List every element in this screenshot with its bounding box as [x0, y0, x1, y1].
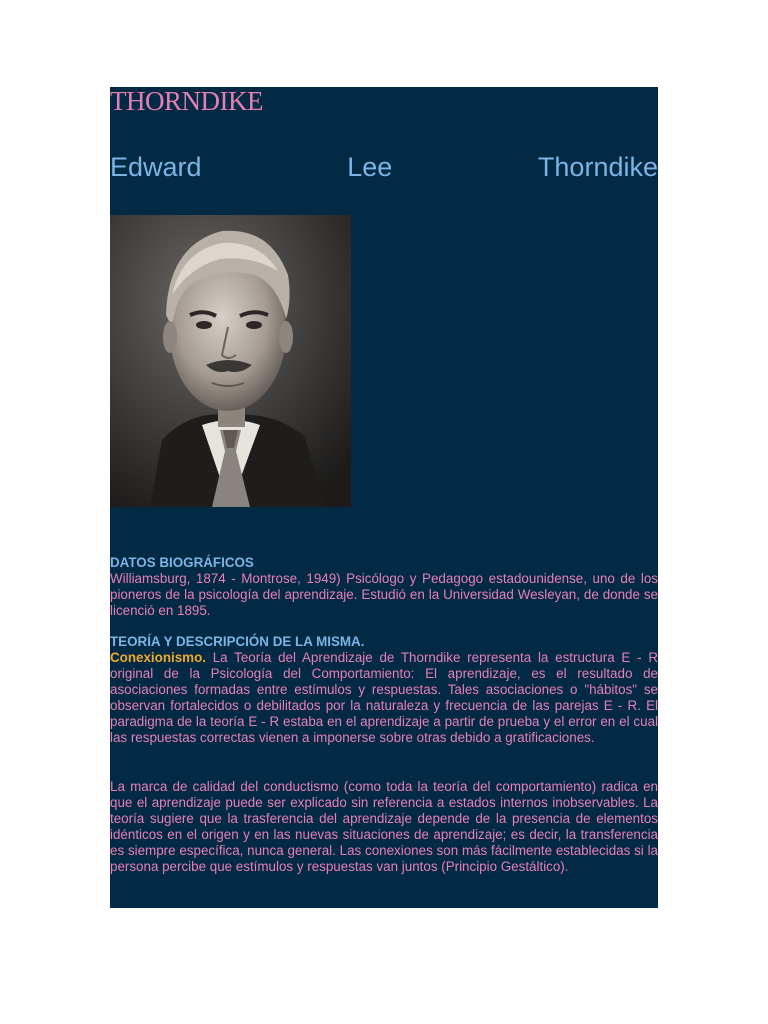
theory-keyword: Conexionismo.	[110, 650, 206, 665]
name-first: Edward	[110, 152, 202, 182]
theory-paragraph-1-text: La Teoría del Aprendizaje de Thorndike representa la estructura E - R original de la Psicología del Comportamiento: El aprendizaje, es el resultado de asociaciones formadas entre estímulos y respuestas. Tales asociaciones o "hábitos" se observan fortalecidos o debilitados por la naturaleza y frecuencia de las parejas E - R. El paradigma de la teoría E - R estaba en el aprendizaje a partir de prueba y el error en el cual las respuestas correctas vienen a imponerse sobre otras debido a gratificaciones.	[110, 650, 658, 745]
bio-heading: DATOS BIOGRÁFICOS	[110, 555, 254, 570]
theory-heading: TEORÍA Y DESCRIPCIÓN DE LA MISMA.	[110, 634, 365, 649]
theory-paragraph-1	[110, 650, 658, 746]
name-last: Thorndike	[537, 152, 658, 182]
theory-section-2	[110, 779, 658, 875]
portrait-photo	[110, 215, 351, 507]
document-page	[110, 87, 658, 908]
theory-paragraph-2: La marca de calidad del conductismo (como toda la teoría del comportamiento) radica en que el aprendizaje puede ser explicado sin referencia a estados internos inobservables. La teoría sugiere que la trasferencia del aprendizaje depende de la presencia de elementos idénticos en el origen y en las nuevas situaciones de aprendizaje; es decir, la transferencia es siempre específica, nunca general. Las conexiones son más fácilmente establecidas si la persona percibe que estímulos y respuestas van juntos (Principio Gestáltico).	[110, 779, 658, 874]
name-middle: Lee	[347, 152, 393, 182]
author-name	[110, 151, 658, 183]
document-title: THORNDIKE	[110, 86, 263, 116]
bio-section	[110, 555, 658, 619]
bio-text: Williamsburg, 1874 - Montrose, 1949) Psicólogo y Pedagogo estadounidense, uno de los pioneros de la psicología del aprendizaje. Estudió en la Universidad Wesleyan, de donde se licenció en 1895.	[110, 571, 658, 618]
theory-section	[110, 634, 658, 746]
